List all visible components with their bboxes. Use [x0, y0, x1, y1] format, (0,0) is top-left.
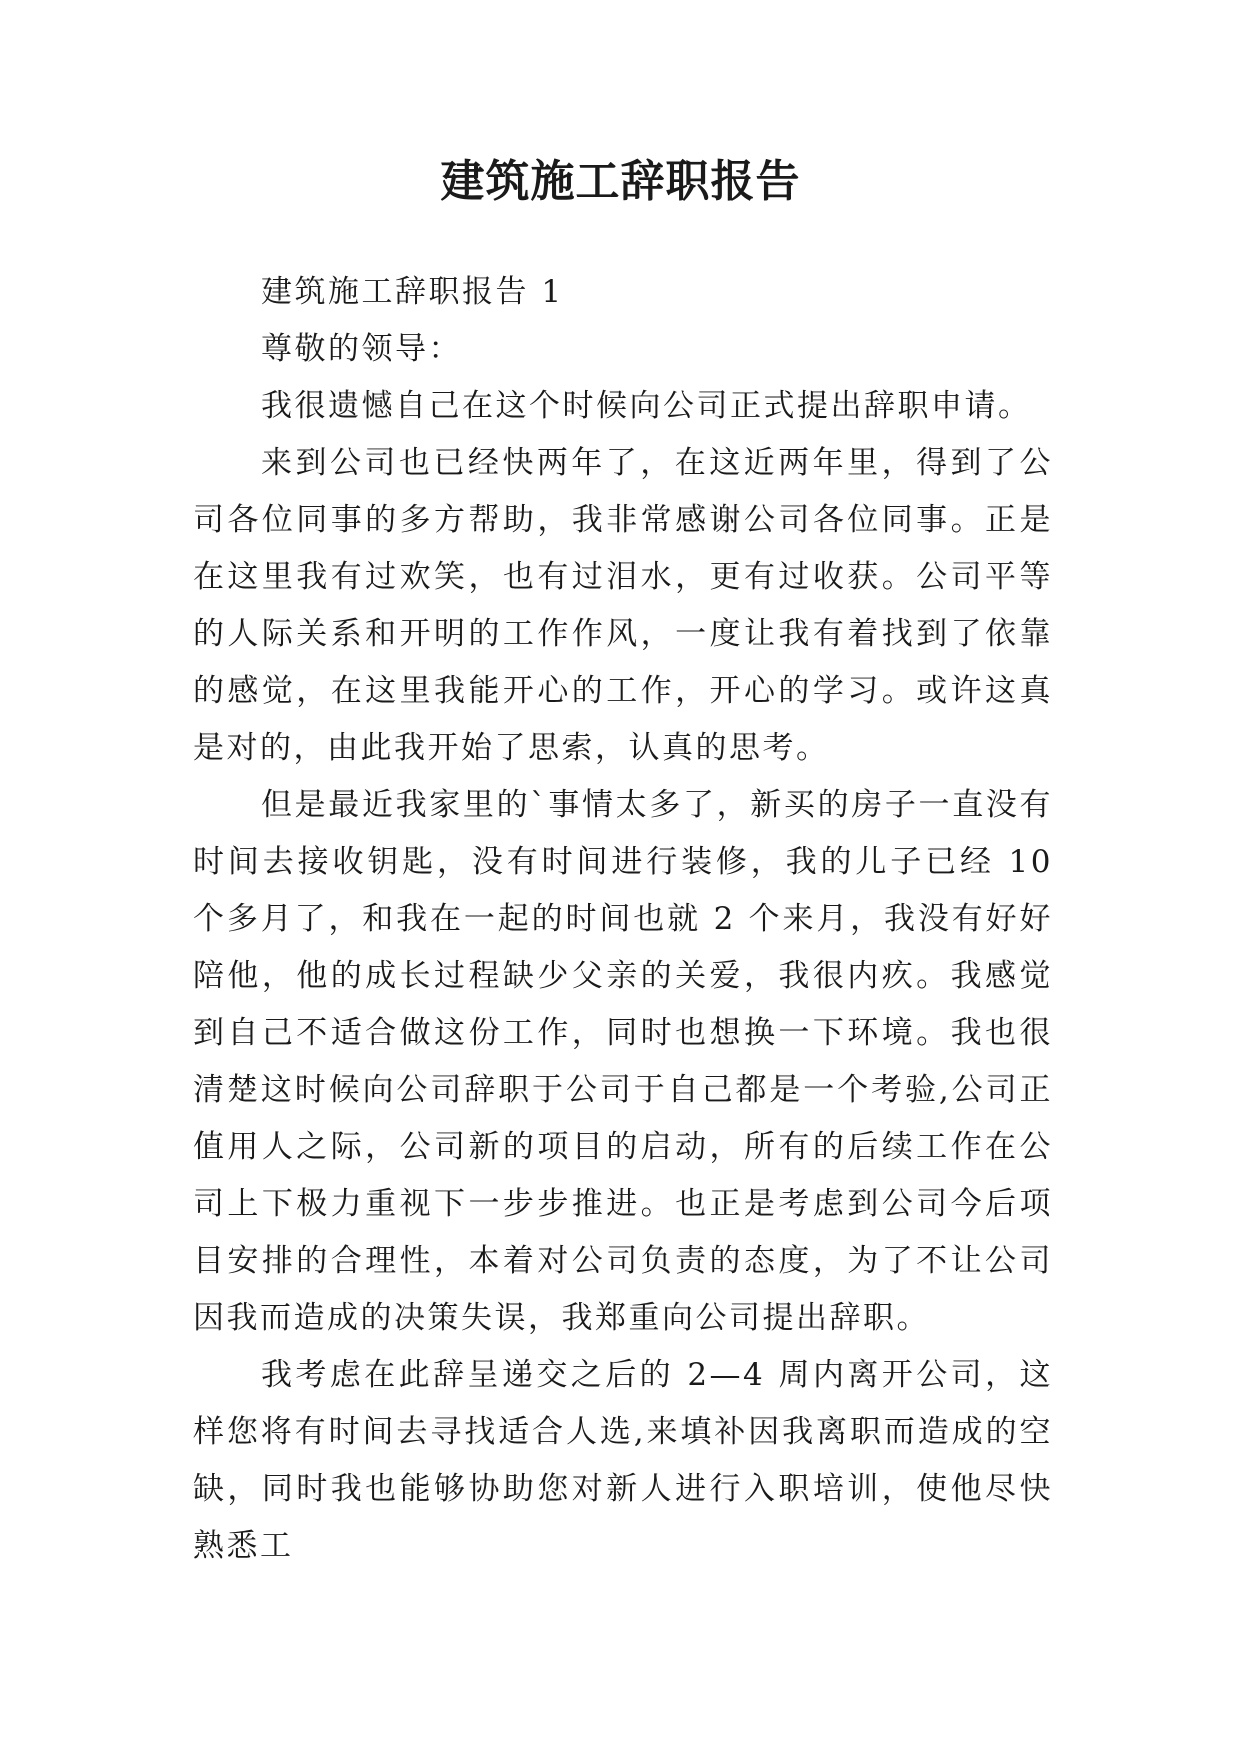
paragraph-gratitude: 来到公司也已经快两年了，在这近两年里，得到了公司各位同事的多方帮助，我非常感谢公司各位同事。正是在这里我有过欢笑，也有过泪水，更有过收获。公司平等的人际关系和开明的工作作风，一度让我有着找到了依靠的感觉，在这里我能开心的工作，开心的学习。或许这真是对的，由此我开始了思索，认真的思考。	[193, 445, 1053, 766]
paragraph-handover: 我考虑在此辞呈递交之后的 2—4 周内离开公司，这样您将有时间去寻找适合人选,来填补因我离职而造成的空缺，同时我也能够协助您对新人进行入职培训，使他尽快熟悉工	[193, 1357, 1053, 1564]
paragraph-reasons: 但是最近我家里的`事情太多了，新买的房子一直没有时间去接收钥匙，没有时间进行装修，我的儿子已经 10 个多月了，和我在一起的时间也就 2 个来月，我没有好好陪他，他的成长过程缺少父亲的关爱，我很内疚。我感觉到自己不适合做这份工作，同时也想换一下环境。我也很清楚这时候向公司辞职于公司于自己都是一个考验,公司正值用人之际，公司新的项目的启动，所有的后续工作在公司上下极力重视下一步步推进。也正是考虑到公司今后项目安排的合理性，本着对公司负责的态度，为了不让公司因我而造成的决策失误，我郑重向公司提出辞职。	[193, 787, 1053, 1336]
report-heading: 建筑施工辞职报告 1	[261, 274, 564, 310]
salutation: 尊敬的领导：	[261, 331, 462, 367]
paragraph-intro: 我很遗憾自己在这个时候向公司正式提出辞职申请。	[261, 388, 1032, 424]
document-body	[193, 264, 1053, 1575]
document-title: 建筑施工辞职报告	[440, 156, 801, 207]
